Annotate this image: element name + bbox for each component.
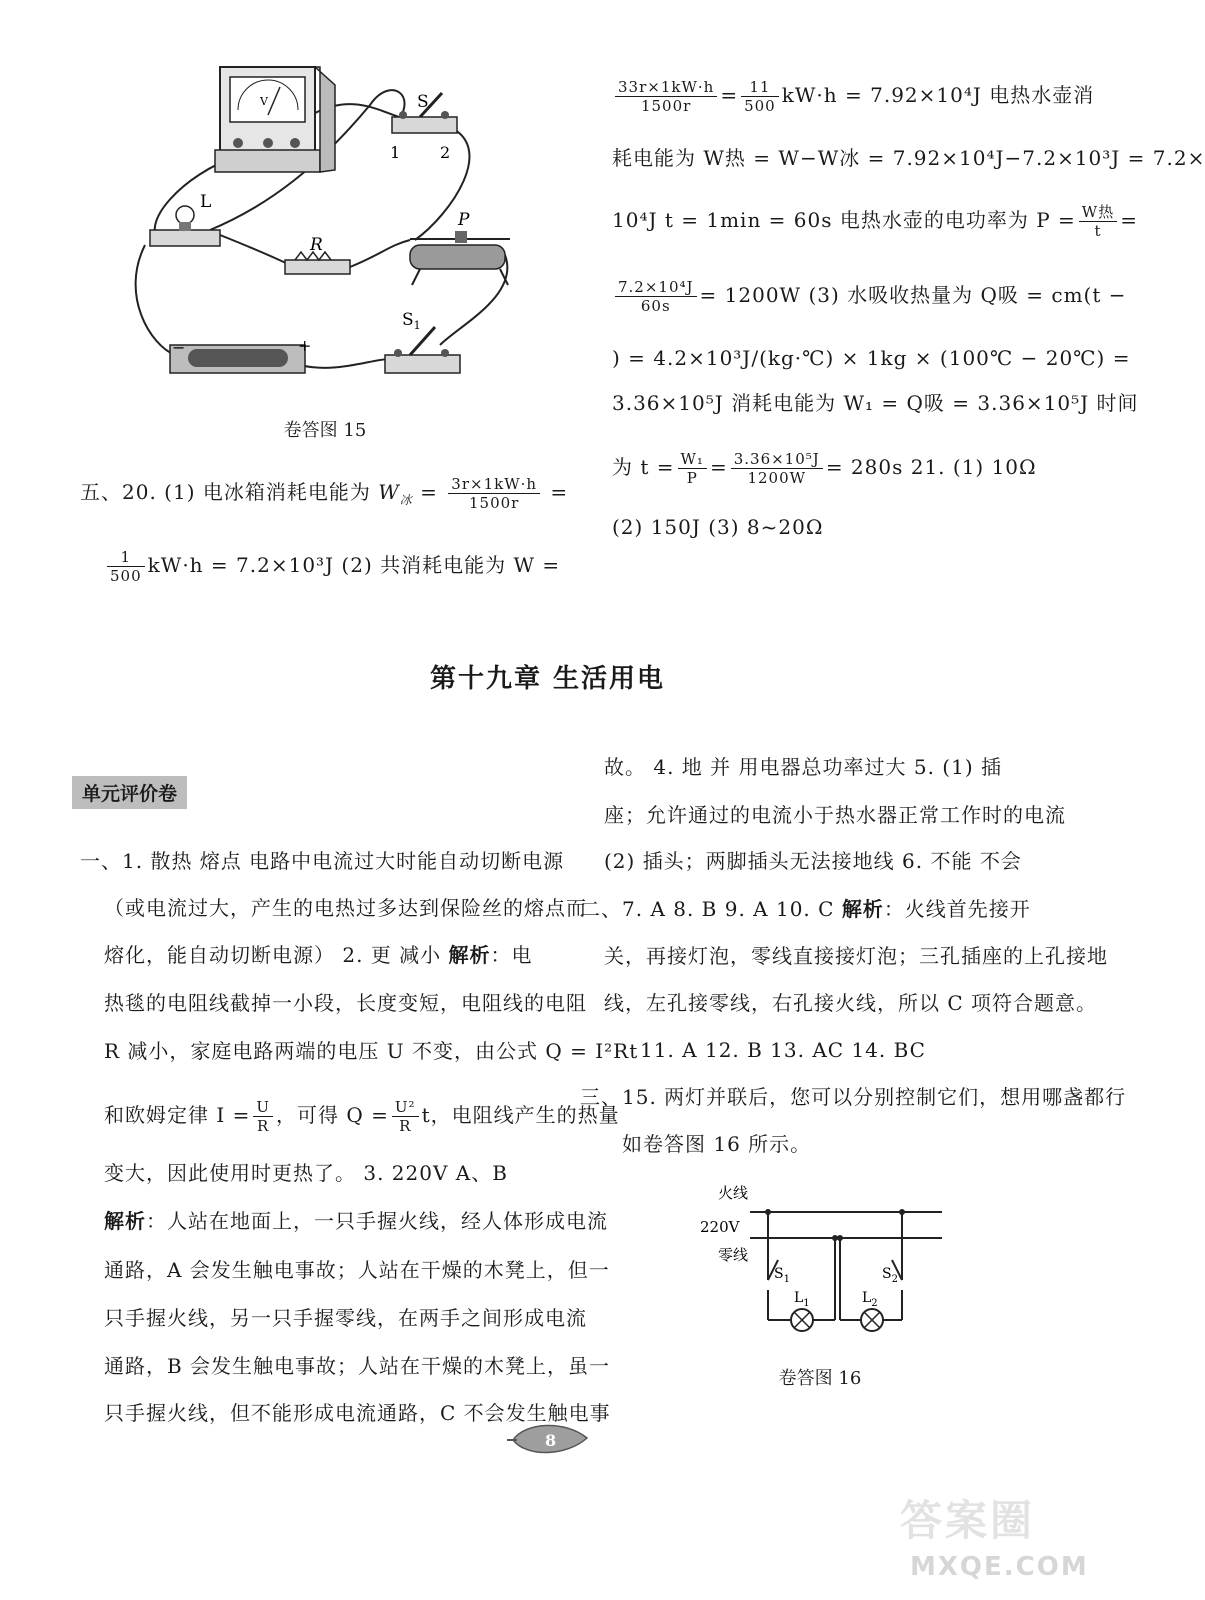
left-line8-b: ：人站在地面上，一只手握火线，经人体形成电流 [146,1209,608,1233]
watermark-logo: 答案圈 [900,1496,1036,1545]
s2-label: S [882,1266,892,1282]
frac-c-den: 60s [640,297,671,315]
page-number: 8 [545,1431,557,1450]
frac-p-den: t [1094,222,1102,240]
figure-15-circuit [120,55,560,415]
chapter-title: 第十九章 生活用电 [429,664,666,694]
heat-den: R [399,1117,412,1135]
left-line3-c: ：电 [490,943,533,967]
analysis-label-1: 解析 [448,943,491,967]
frac-d-den: P [686,469,698,487]
w-ice-sub: 冰 [399,493,413,507]
figure-16-schematic [690,1180,960,1355]
right-line1-rest: kW·h = 7.92×10⁴J 电热水壶消 [781,83,1095,107]
ohm-den: R [257,1117,270,1135]
left-line6-a: 和欧姆定律 I = [104,1103,251,1127]
right-top-line-1: $\frac{33r\times 1kW\cdot h}{1500r}$ = $\frac{11}{500}$ kW·h = 7.92×10⁴J 电热水壶消 [612,78,1094,115]
q20-eq: = [420,480,438,504]
right-line-1: 故。 4. 地 并 用电器总功率过大 5. (1) 插 [604,755,1002,779]
frac1-den: 1500r [468,494,520,512]
analysis-label-3: 解析 [841,897,884,921]
frac-d [678,450,707,487]
frac-e-den: 1200W [747,469,807,487]
switch-s1-label: S [402,310,414,330]
svg-text:S1 [402,310,421,332]
right-line4-a: 二、7. A 8. B 9. A 10. C [580,897,842,921]
right-line7-rest: = 280s 21. (1) 10Ω [825,455,1037,479]
right-line3-a: 10⁴J t = 1min = 60s 电热水壶的电功率为 P = [612,208,1076,232]
right-line-7: 11. A 12. B 13. AC 14. BC [640,1038,926,1062]
switch-s1-subscript: 1 [413,319,421,332]
q20-line-1: 五、20. (1) 电冰箱消耗电能为 $W_冰$ = $\frac{3r\times 1kW\cdot h}{1500r}$ = [80,475,569,512]
right-line7-a: 为 t = [612,455,675,479]
svg-text:S1 [774,1266,790,1285]
l2-subscript: 2 [871,1298,878,1309]
left-line-6 [104,1098,620,1135]
heat-num: U² [392,1098,419,1117]
left-line-11: 通路，B 会发生触电事故；人站在干燥的木凳上，虽一 [104,1354,611,1378]
left-line3-a: 熔化，能自动切断电源） 2. 更 减小 [104,943,449,967]
right-line-8: 三、15. 两灯并联后，您可以分别控制它们，想用哪盏都行 [580,1085,1127,1109]
right-top-line-7 [612,450,1037,487]
w-ice: W [378,480,400,504]
svg-text:V: V [260,95,268,108]
frac-a-num: 33r×1kW·h [615,78,717,97]
right-top-line-6: 3.36×10⁵J 消耗电能为 W₁ = Q吸 = 3.36×10⁵J 时间 [612,391,1139,415]
frac-a [615,78,717,115]
right-line-3: (2) 插头；两脚插头无法接地线 6. 不能 不会 [604,849,1022,873]
q20-prefix: 五、20. [80,480,157,504]
frac-c [615,278,697,315]
right-line4-c: ：火线首先接开 [883,897,1031,921]
lamp-l-label: L [200,192,212,212]
battery-minus-label: − [172,338,186,357]
s1-subscript: 1 [783,1274,790,1285]
frac-b-num: 11 [741,78,779,97]
frac-p [1079,203,1117,240]
left-line-2: （或电流过大，产生的电热过多达到保险丝的熔点而 [104,896,587,920]
left-line-8 [104,1208,608,1234]
right-line-5: 关，再接灯泡，零线直接接灯泡；三孔插座的上孔接地 [604,944,1108,968]
right-line-9: 如卷答图 16 所示。 [622,1132,812,1156]
right-line3-eq: = [1120,208,1138,232]
analysis-label-2: 解析 [104,1209,146,1233]
terminal-1-label: 1 [390,143,401,162]
frac-b-den: 500 [744,97,776,115]
watermark-url: MXQE.COM [910,1552,1089,1582]
left-line-10: 只手握火线，另一只手握零线，在两手之间形成电流 [104,1306,587,1330]
frac-p-num: W热 [1079,203,1117,222]
switch-s-label: S [417,92,429,112]
q20-part1: (1) 电冰箱消耗电能为 [164,480,371,504]
left-line-4: 热毯的电阻线截掉一小段，长度变短，电阻线的电阻 [104,991,587,1015]
frac-b [741,78,779,115]
right-top-line-3 [612,203,1138,240]
svg-text:L2 [862,1290,878,1309]
frac1-num: 3r×1kW·h [448,475,540,494]
right-line7-eq: = [709,455,728,479]
q20-line2-rest: kW·h = 7.2×10³J (2) 共消耗电能为 W = [147,553,561,577]
leaf-page-badge [505,1418,595,1460]
q20-fraction-2 [107,548,145,585]
left-line-7: 变大，因此使用时更热了。 3. 220V A、B [104,1161,508,1185]
frac-d-num: W₁ [678,450,707,469]
heat-fraction [392,1098,419,1135]
live-wire-label: 火线 [718,1184,749,1202]
s2-subscript: 2 [891,1274,898,1285]
voltage-label: 220V [700,1218,740,1236]
right-line4-rest: = 1200W (3) 水吸收热量为 Q吸 = cm(t − [699,283,1127,307]
q20-line-2 [104,548,560,585]
left-line6-b: ，可得 Q = [276,1103,389,1127]
s1-label: S [774,1266,784,1282]
right-top-line-5: ) = 4.2×10³J/(kg·℃) × 1kg × (100℃ − 20℃) = [612,346,1131,370]
left-line-3 [104,942,533,968]
left-line-12: 只手握火线，但不能形成电流通路，C 不会发生触电事 [104,1401,611,1425]
l1-subscript: 1 [803,1298,810,1309]
neutral-wire-label: 零线 [718,1246,749,1264]
battery-plus-label: + [298,336,312,355]
left-line-1: 一、1. 散热 熔点 电路中电流过大时能自动切断电源 [80,849,565,873]
svg-text:L1 [794,1290,810,1309]
right-line-2: 座；允许通过的电流小于热水器正常工作时的电流 [604,803,1066,827]
right-line-6: 线，左孔接零线，右孔接火线，所以 C 项符合题意。 [604,991,1098,1015]
section-badge: 单元评价卷 [72,776,187,809]
left-line-9: 通路，A 会发生触电事故；人站在干燥的木凳上，但一 [104,1258,610,1282]
frac-a-den: 1500r [640,97,692,115]
l2-label: L [862,1290,872,1306]
l1-label: L [794,1290,804,1306]
left-line6-c: t，电阻线产生的热量 [421,1103,620,1127]
left-line-5: R 减小，家庭电路两端的电压 U 不变，由公式 Q = I²Rt [104,1039,639,1063]
q20-fraction-1 [448,475,540,512]
frac-e-num: 3.36×10⁵J [731,450,823,469]
right-top-line-4 [612,278,1127,315]
right-top-line-2: 耗电能为 W热 = W−W冰 = 7.92×10⁴J−7.2×10³J = 7.2× [612,146,1205,170]
ohm-fraction [253,1098,273,1135]
rheostat-p-label: P [458,210,470,230]
figure-15-caption: 卷答图 15 [283,420,367,441]
right-top-line-8: (2) 150J (3) 8~20Ω [612,515,824,539]
frac2-num: 1 [107,548,145,567]
frac-e [731,450,823,487]
right-line-4 [580,896,1031,922]
frac2-den: 500 [110,567,142,585]
terminal-2-label: 2 [440,143,451,162]
resistor-r-label: R [310,235,323,255]
ohm-num: U [253,1098,273,1117]
figure-16-caption: 卷答图 16 [778,1368,862,1389]
frac-c-num: 7.2×10⁴J [615,278,697,297]
